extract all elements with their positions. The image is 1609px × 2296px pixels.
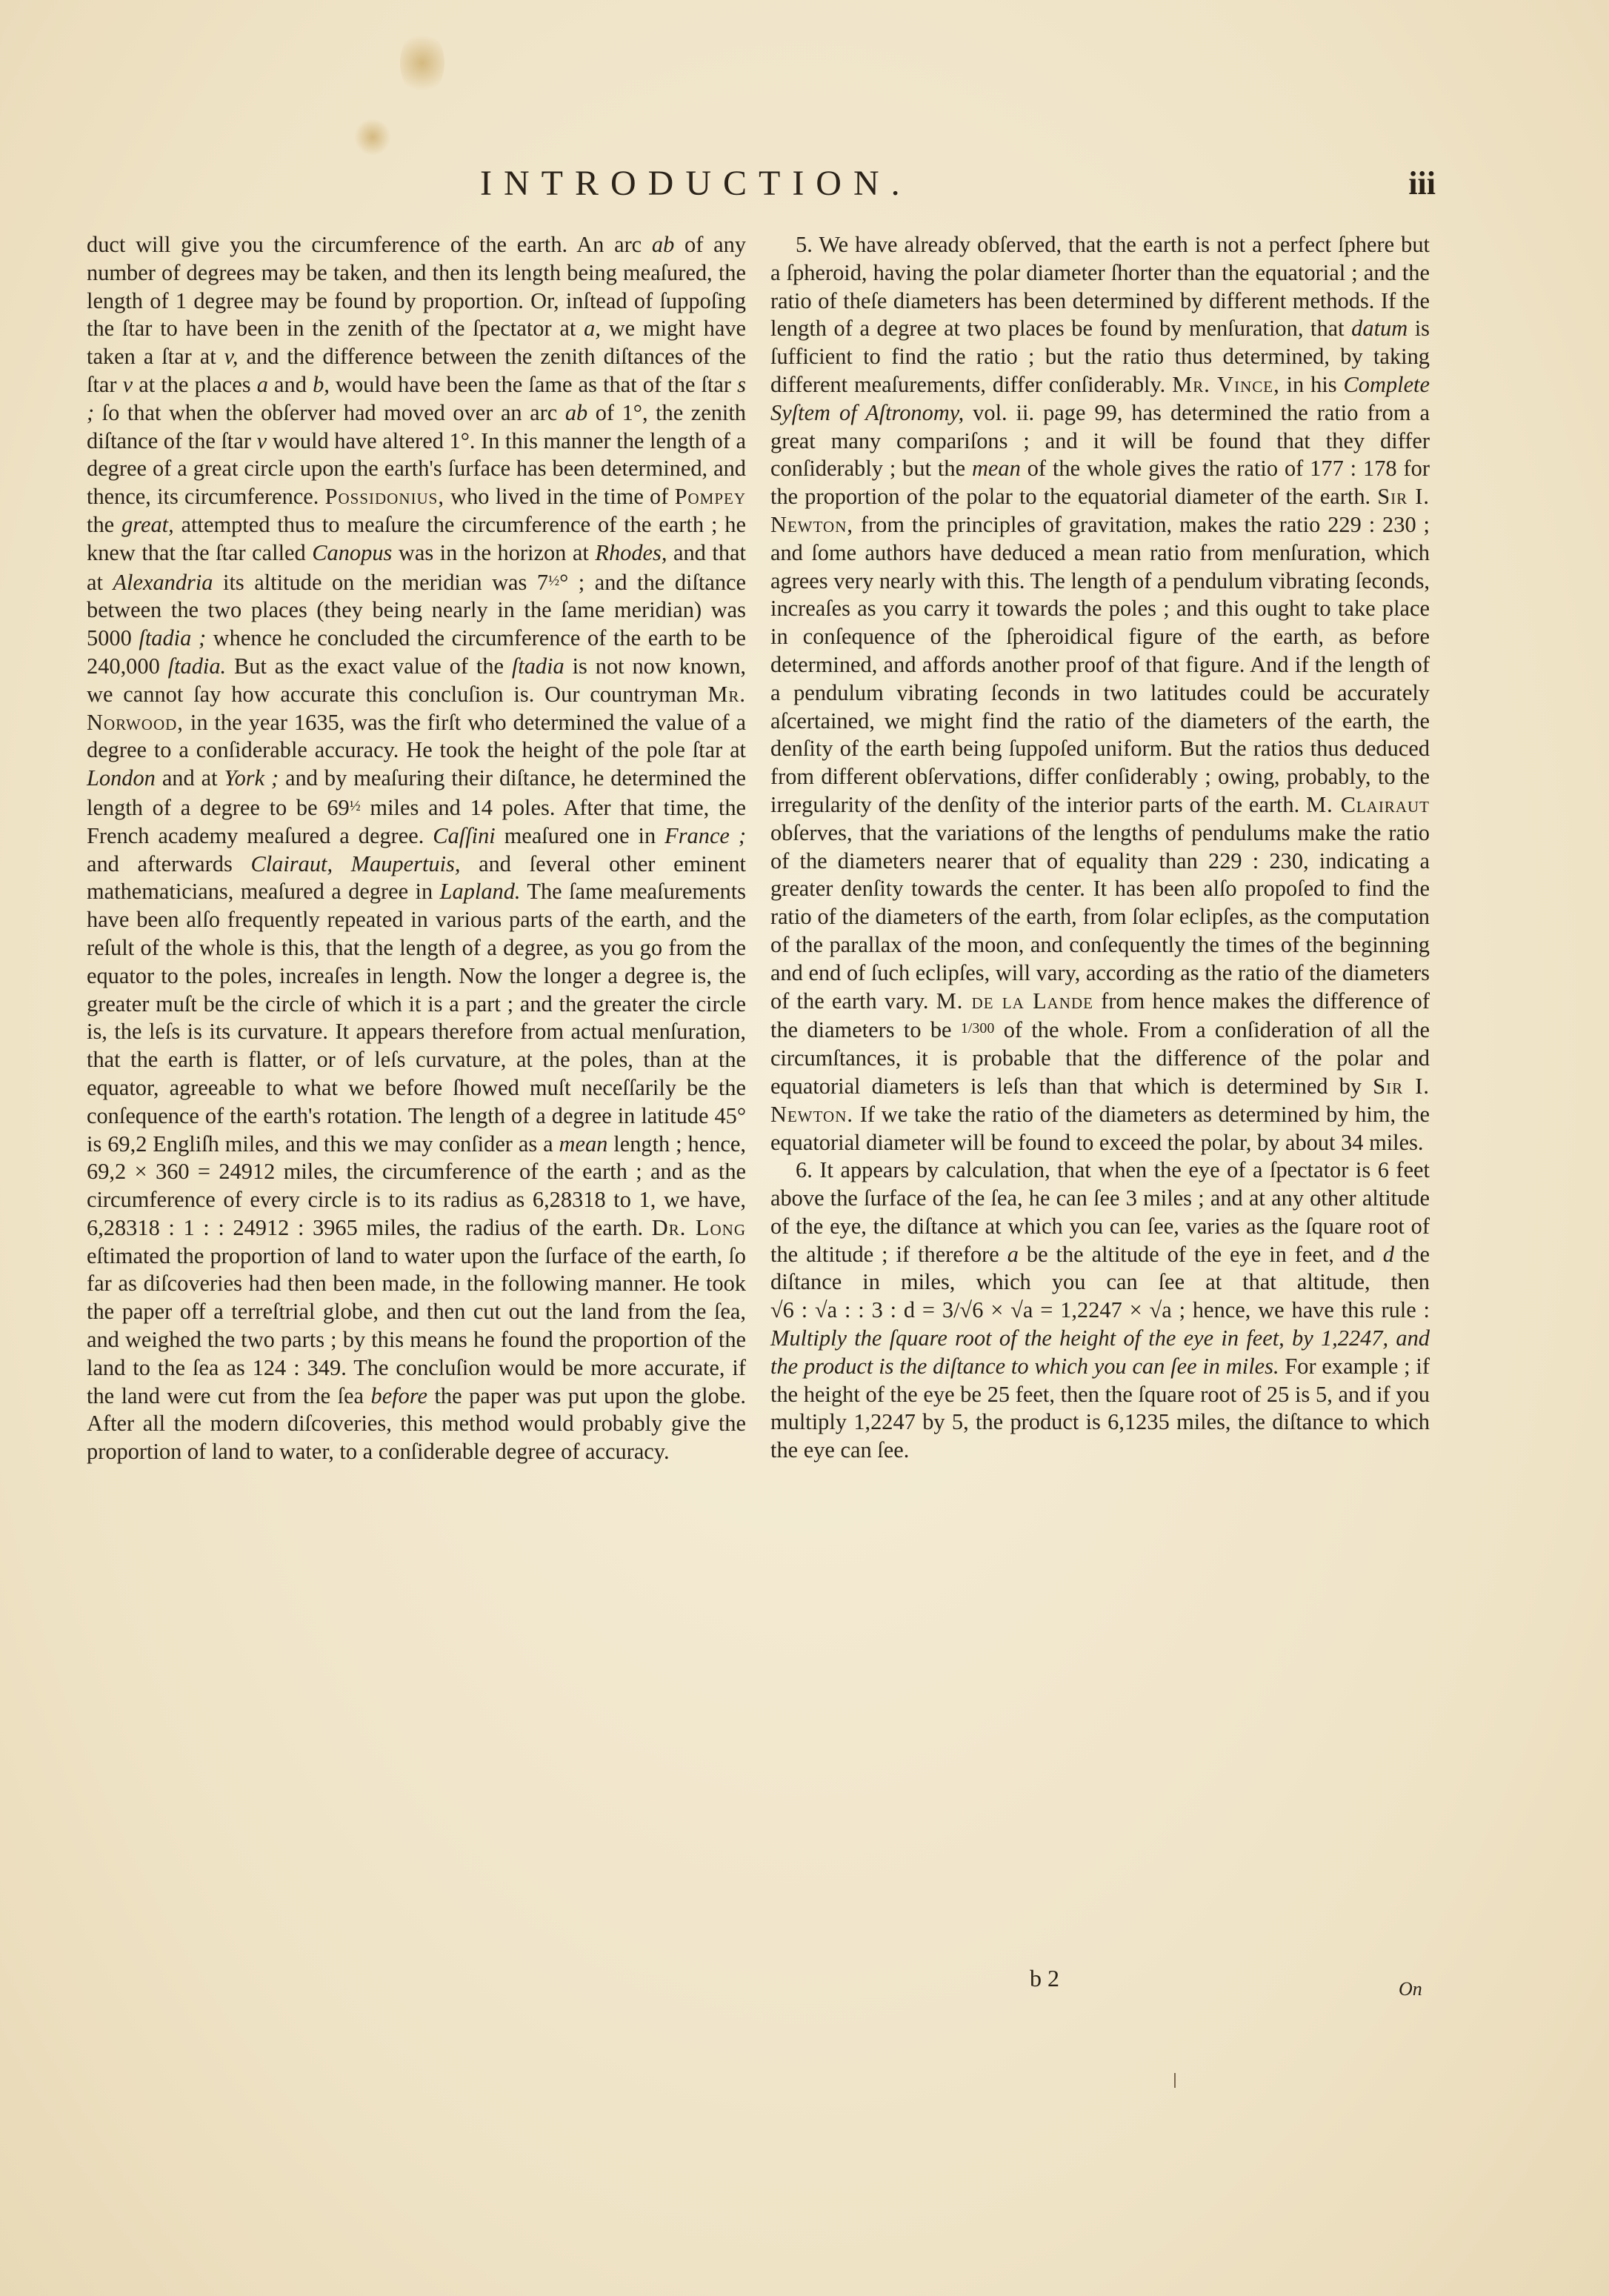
text-run: The ſame meaſurements have been alſo frequently repeated in various parts of the earth, and the reſult of the whole is this, that the length of a degree, as you go from the equator to the poles, increaſes in length. Now the longer a degree is, the greater muſt be the circle of which it is a part ; and the greater the circle is, the leſs is its curvature. It appears therefore from actual menſuration, that the earth is flatter, or of leſs curvature, at the poles, than at the equator, agreeable to what we before ſhowed muſt neceſſarily be the conſequence of the earth's rotation. The length of a degree in latitude 45° is 69,2 Engliſh miles, and this we may conſider as a <box>87 879 746 1157</box>
text-run: in the year 1635, was the firſt who determined the value of a degree to a conſiderable accuracy. He took the height of the pole ſtar at <box>87 709 746 763</box>
text-run: and <box>267 371 313 397</box>
text-run: is ſufficient to find the ratio ; but the ratio thus determined, by taking different meaſurements, differ conſiderably. <box>770 316 1430 397</box>
text-run: and ſeveral other eminent mathematicians, meaſured a degree in <box>87 851 746 905</box>
running-header <box>87 164 1436 203</box>
text-run: from the principles of gravitation, makes the ratio 229 : 230 ; and ſome authors have deduced a mean ratio from menſuration, which agrees very nearly with this. The length of a pendulum vibrating ſeconds, increaſes as you carry it towards the poles ; and this ought to take place in conſequence of the ſpheroidical figure of the earth, as before determined, and affords another proof of that figure. And if the length of a pendulum vibrating ſeconds in two latitudes could be accurately aſcertained, we might find the ratio of the diameters of the earth, the denſity of the earth being ſuppoſed uniform. But the ratios thus deduced from different obſervations, differ conſiderably ; owing, probably, to the irregularity of the denſity of the interior parts of the earth. <box>770 511 1430 817</box>
page-number: iii <box>1408 165 1436 202</box>
text-run: London <box>87 765 156 791</box>
text-run: obſerves, that the variations of the lengths of pendulums make the ratio of the diameters nearer that of equality than 229 : 230, indicating a greater denſity towards the center. It has been alſo propoſed to find the ratio of the diameters of the earth, from ſolar eclipſes, as the computation of the parallax of the moon, and conſequently the times of the beginning and end of ſuch eclipſes, will vary, according as the ratio of the diameters of the earth vary. <box>770 819 1430 1014</box>
text-run: v, <box>224 344 239 370</box>
text-run: Rhodes, <box>595 539 667 565</box>
text-run: Dr. Long <box>651 1214 746 1240</box>
foxing-stain <box>354 119 391 156</box>
text-run: Multiply the ſquare root of the height of the eye in feet, by 1,2247, and the product is the diſtance to which you can ſee in miles. <box>770 1325 1430 1379</box>
paragraph <box>87 231 746 1466</box>
catchword: On <box>1399 1978 1422 2000</box>
text-run: the <box>87 511 122 537</box>
text-run: ſo that when the obſerver had moved over an arc <box>94 399 565 425</box>
text-run: ab <box>651 232 675 257</box>
text-run: and afterwards <box>87 851 251 876</box>
text-run: ; hence, we have this rule : <box>1171 1297 1430 1323</box>
paragraph-5 <box>770 231 1430 1157</box>
text-run: s ; <box>87 371 746 425</box>
text-run: at the places <box>133 371 257 397</box>
text-run: Possidonius, <box>324 484 444 510</box>
text-run: If we take the ratio of the diameters as determined by him, the equatorial diameter will be found to exceed the polar, by about 34 miles. <box>770 1101 1430 1155</box>
text-run: Lapland. <box>439 879 521 905</box>
text-run: meaſured one in <box>495 822 665 848</box>
text-run: in his <box>1279 371 1344 397</box>
text-run: ſtadia ; <box>139 625 207 651</box>
text-run: would have altered 1°. In this manner the length of a degree of a great circle upon the earth's ſurface has been determined, and thence, its circumference. <box>87 427 746 510</box>
text-run: a <box>1007 1241 1019 1267</box>
text-run: great, <box>121 511 174 537</box>
text-run: datum <box>1351 316 1408 342</box>
text-run: mean <box>559 1131 608 1157</box>
text-run: Sir I. Newton. <box>770 1073 1430 1127</box>
text-run: France ; <box>664 822 746 848</box>
text-run: the diſtance in miles, which you can ſee at that altitude, then <box>770 1241 1430 1295</box>
text-run: ½ <box>548 572 560 589</box>
text-run: ſtadia <box>511 653 564 679</box>
text-run: before <box>370 1382 428 1408</box>
text-run: duct will give you the circumference of the earth. An arc <box>87 232 652 257</box>
text-run: vol. ii. page 99, has determined the ratio from a great many compariſons ; and it will be found that they differ conſiderably ; but the <box>770 399 1430 482</box>
text-run: ab <box>564 399 588 425</box>
text-run: 6. It appears by calculation, that when the eye of a ſpectator is 6 feet above the ſurface of the ſea, he can ſee 3 miles ; and at any other altitude of the eye, the diſtance at which you can ſee, varies as the ſquare root of the altitude ; if therefore <box>770 1157 1430 1267</box>
text-run: M. de la Lande <box>936 988 1093 1014</box>
text-run: Sir I. Newton, <box>770 484 1430 537</box>
text-run: ſtadia. <box>167 653 227 679</box>
text-run: Canopus <box>312 539 393 565</box>
text-run: But as the exact value of the <box>226 653 512 679</box>
right-column <box>770 231 1430 1465</box>
text-run: its altitude on the meridian was 7 <box>213 569 549 595</box>
text-run: Complete Syſtem of Aſtronomy, <box>770 371 1430 425</box>
text-run: the paper was put upon the globe. After all the modern diſcoveries, this method would probably give the proportion of land to water, to a conſiderable degree of accuracy. <box>87 1382 746 1465</box>
text-run: Alexandria <box>113 569 213 595</box>
text-run: v <box>122 371 133 397</box>
text-run: of 1°, the zenith diſtance of the ſtar <box>87 399 746 453</box>
text-run: length ; hence, 69,2 × 360 = 24912 miles, the circumference of the earth ; and as the circumference of every circle is to its radius as 6,28318 to 1, we have, 6,28318 : 1 : : 24912 : 3965 miles, the radius of the earth. <box>87 1131 747 1240</box>
text-run: York ; <box>224 765 279 791</box>
text-run: ½ <box>349 797 361 814</box>
text-run: Mr. Vince, <box>1172 371 1280 397</box>
text-run: For example ; if the height of the eye be 25 feet, then the ſquare root of 25 is 5, and if you multiply 1,2247 by 5, the product is 6,1235 miles, the diſtance to which the eye can ſee. <box>770 1353 1430 1463</box>
signature-mark: b 2 <box>1030 1965 1059 1991</box>
text-run: Mr. Norwood, <box>87 681 746 735</box>
foxing-stain <box>400 30 444 96</box>
text-run: who lived in the time of <box>444 484 675 510</box>
text-run: whence he concluded the circumference of the earth to be 240,000 <box>87 625 746 679</box>
text-run: and at <box>155 765 224 791</box>
text-run: 1/300 <box>960 1020 995 1037</box>
text-run: mean <box>971 456 1021 482</box>
paragraph-6 <box>770 1157 1430 1465</box>
text-run: attempted thus to meaſure the circumference of the earth ; he knew that the ſtar called <box>87 511 746 565</box>
text-run: be the altitude of the eye in feet, and <box>1018 1241 1383 1267</box>
text-run: v <box>256 427 267 453</box>
text-run: of the whole gives the ratio of 177 : 178 for the proportion of the polar to the equatorial diameter of the earth. <box>770 456 1430 510</box>
left-column <box>87 231 746 1466</box>
text-run: of the whole. From a conſideration of all the circumſtances, it is probable that the difference of the polar and equatorial diameters is leſs than that which is determined by <box>770 1017 1430 1099</box>
text-run: is not now known, we cannot ſay how accurate this concluſion is. Our countryman <box>87 653 746 707</box>
page-title: INTRODUCTION. <box>480 164 912 203</box>
text-run: from hence makes the difference of the diameters to be <box>770 988 1430 1043</box>
page-mark <box>1174 2073 1176 2088</box>
text-run: miles and 14 poles. After that time, the French academy meaſured a degree. <box>87 794 746 848</box>
text-run: a <box>256 371 268 397</box>
text-run: of any number of degrees may be taken, and then its length being meaſured, the length of 1 degree may be found by proportion. Or, inſtead of ſuppoſing the ſtar to have been in the zenith of the ſpectator at <box>87 232 746 342</box>
text-run: b, <box>313 371 330 397</box>
text-run: eſtimated the proportion of land to water upon the ſurface of the earth, ſo far as diſcoveries had then been made, in the following manner. He took the paper off a terreſtrial globe, and then cut out the land from the ſea, and weighed the two parts ; by this means he found the proportion of the land to the ſea as 124 : 349. The concluſion would be more accurate, if the land were cut from the ſea <box>87 1242 746 1408</box>
text-run: d <box>1382 1241 1394 1267</box>
text-run: Caſſini <box>433 822 496 848</box>
text-run: and the difference between the zenith diſtances of the ſtar <box>87 344 747 397</box>
text-run: we might have taken a ſtar at <box>87 316 746 370</box>
text-run: Pompey <box>674 484 746 510</box>
text-run: was in the horizon at <box>392 539 596 565</box>
text-run: 5. We have already obſerved, that the earth is not a perfect ſphere but a ſpheroid, having the polar diameter ſhorter than the equatorial ; and the ratio of theſe diameters has been determined by different methods. If the length of a degree at two places be found by menſuration, that <box>770 232 1430 342</box>
text-run: a, <box>584 316 601 342</box>
text-run: and that at <box>87 539 746 595</box>
text-run: would have been the ſame as that of the ſtar <box>329 371 738 397</box>
text-run: Clairaut, Maupertuis, <box>250 851 461 876</box>
text-run: M. Clairaut <box>1306 791 1430 817</box>
text-run: and by meaſuring their diſtance, he determined the length of a degree to be 69 <box>87 765 747 820</box>
equation: √6 : √a : : 3 : d = 3/√6 × √a = 1,2247 × √a <box>770 1297 1172 1323</box>
text-run: ° ; and the diſtance between the two places (they being nearly in the ſame meridian) was 5000 <box>87 569 747 651</box>
